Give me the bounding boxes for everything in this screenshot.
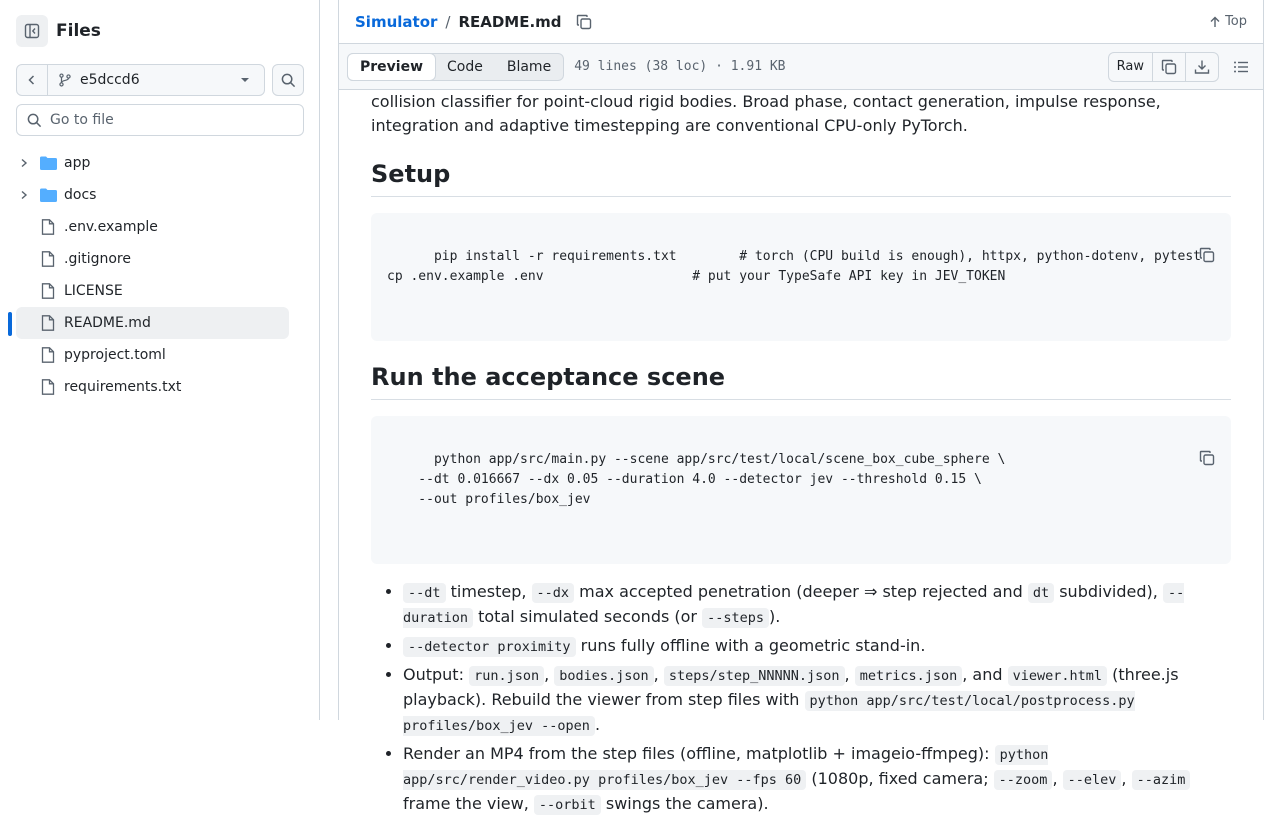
setup-code-block xyxy=(371,213,1231,341)
copy-icon xyxy=(1161,59,1177,75)
sidebar-collapse-icon xyxy=(24,23,40,39)
text: ). xyxy=(769,607,781,626)
tree-item-label: README.md xyxy=(64,315,151,331)
text: swings the camera). xyxy=(600,794,769,813)
list-icon xyxy=(1233,59,1249,75)
git-branch-icon xyxy=(58,73,72,87)
copy-path-button[interactable] xyxy=(576,14,592,30)
file-icon xyxy=(41,347,55,363)
file-tree-sidebar xyxy=(0,0,320,720)
setup-heading: Setup xyxy=(371,160,1231,197)
tree-item-env-example[interactable] xyxy=(16,211,289,243)
tree-item-label: pyproject.toml xyxy=(64,347,166,363)
folder-icon xyxy=(40,188,57,202)
text: (three.js playback). Rebuild the viewer from step files with xyxy=(403,665,1179,709)
outline-button[interactable] xyxy=(1233,59,1249,75)
text: frame the view, xyxy=(403,794,534,813)
search-icon xyxy=(281,73,296,88)
list-item: • Render an MP4 from the step files (offline, matplotlib + imageio-ffmpeg): python app/src/render_video.py profiles/box_jev --fps 60 (1080p, fixed camera; --zoom , --elev , --azim frame the view, --orbit swings the camera). xyxy=(403,742,1231,817)
list-item xyxy=(403,580,1231,630)
text: . xyxy=(594,715,601,734)
intro-paragraph: collision classifier for point-cloud rigid bodies. Broad phase, contact generation, impulse response, integration and adaptive timestepping are conventional CPU-only PyTorch. xyxy=(371,92,1161,135)
inline-code: --duration xyxy=(403,585,1185,626)
inline-code: python app/src/render_video.py profiles/box_jev --fps 60 xyxy=(403,747,1049,788)
file-actions xyxy=(1108,52,1219,82)
tree-item-label: requirements.txt xyxy=(64,379,182,395)
text: Render an MP4 from the step files (offline, matplotlib + imageio-ffmpeg): xyxy=(403,744,995,763)
inline-code: --dt xyxy=(403,583,446,603)
file-tree xyxy=(16,147,289,403)
tree-item-gitignore[interactable] xyxy=(16,243,289,275)
text: , and xyxy=(962,665,1008,684)
tree-item-label: .env.example xyxy=(64,219,158,235)
file-toolbar xyxy=(339,44,1263,90)
readme-content xyxy=(371,90,1231,821)
inline-code: viewer.html xyxy=(1008,666,1107,686)
download-button[interactable] xyxy=(1186,53,1218,81)
sidebar-header xyxy=(16,15,101,47)
branch-selector[interactable] xyxy=(16,64,265,96)
branch-row xyxy=(16,64,304,96)
tree-item-docs[interactable] xyxy=(16,179,289,211)
file-header xyxy=(339,0,1263,44)
file-icon xyxy=(41,219,55,235)
inline-code: --elev xyxy=(1063,770,1122,790)
tab-blame[interactable]: Blame xyxy=(506,58,552,75)
inline-code: python app/src/test/local/postprocess.py profiles/box_jev --open xyxy=(403,693,1135,734)
branch-picker[interactable] xyxy=(48,72,264,88)
tree-item-license[interactable] xyxy=(16,275,289,307)
back-to-top-link[interactable] xyxy=(1209,14,1247,29)
text: total simulated seconds (or xyxy=(473,607,703,626)
file-icon xyxy=(41,283,55,299)
inline-code: run.json xyxy=(469,666,544,686)
copy-raw-button[interactable] xyxy=(1153,53,1186,81)
copy-icon xyxy=(576,14,592,30)
copy-code-button[interactable] xyxy=(1136,227,1215,290)
inline-code: --detector proximity xyxy=(403,637,576,657)
tree-item-label: LICENSE xyxy=(64,283,123,299)
run-code-block xyxy=(371,416,1231,564)
raw-button[interactable]: Raw xyxy=(1109,53,1153,81)
search-button[interactable] xyxy=(272,64,304,96)
file-icon xyxy=(41,379,55,395)
inline-code: steps/step_NNNNN.json xyxy=(664,666,845,686)
copy-icon xyxy=(1199,247,1215,263)
tab-preview[interactable]: Preview xyxy=(347,53,436,81)
inline-code: --steps xyxy=(702,608,769,628)
breadcrumb-repo-link[interactable]: Simulator xyxy=(355,12,438,31)
tree-item-label: docs xyxy=(64,187,97,203)
option-list xyxy=(371,580,1231,817)
file-icon xyxy=(41,251,55,267)
run-heading: Run the acceptance scene xyxy=(371,363,1231,400)
text: timestep, xyxy=(445,582,532,601)
selected-indicator xyxy=(8,312,12,336)
download-icon xyxy=(1194,59,1210,75)
view-mode-tabs xyxy=(347,53,564,81)
chevron-right-icon xyxy=(19,190,29,200)
inline-code: --dx xyxy=(532,583,575,603)
breadcrumb-separator: / xyxy=(445,12,451,31)
arrow-up-icon xyxy=(1209,16,1221,28)
file-view xyxy=(338,0,1264,813)
chevron-right-icon xyxy=(19,158,29,168)
file-meta: 49 lines (38 loc) · 1.91 KB xyxy=(574,59,786,74)
inline-code: bodies.json xyxy=(554,666,653,686)
inline-code: dt xyxy=(1028,583,1054,603)
copy-icon xyxy=(1199,450,1215,466)
list-item xyxy=(403,634,1231,659)
breadcrumb-file: README.md xyxy=(458,12,562,31)
text: (1080p, fixed camera; xyxy=(806,769,994,788)
run-code: python app/src/main.py --scene app/src/test/local/scene_box_cube_sphere \ --dt 0.016667 --dx 0.05 --duration 4.0 --detector jev --threshold 0.15 \ --out profiles/box_jev xyxy=(418,452,1006,507)
tree-item-app[interactable] xyxy=(16,147,289,179)
tab-code[interactable]: Code xyxy=(447,58,483,75)
copy-code-button[interactable] xyxy=(1136,430,1215,493)
tree-item-pyproject[interactable] xyxy=(16,339,289,371)
caret-down-icon xyxy=(240,75,250,85)
text: runs fully offline with a geometric stand-in. xyxy=(575,636,926,655)
inline-code: --zoom xyxy=(994,770,1053,790)
tree-item-label: app xyxy=(64,155,91,171)
folder-icon xyxy=(40,156,57,170)
text: max accepted penetration (deeper ⇒ step rejected and xyxy=(574,582,1028,601)
top-label: Top xyxy=(1225,14,1247,29)
list-item: • Output: run.json , bodies.json , steps/step_NNNNN.json , metrics.json , and viewer.html (three.js playback). Rebuild the viewer from step files with python app/src/test/local/postprocess.py profiles/box_jev --open . xyxy=(403,663,1231,738)
setup-code: pip install -r requirements.txt # torch (CPU build is enough), httpx, python-dotenv, pytest cp .env.example .env # put your TypeSafe API key in JEV_TOKEN xyxy=(387,249,1201,284)
inline-code: metrics.json xyxy=(855,666,963,686)
search-icon xyxy=(27,113,42,128)
text: subdivided), xyxy=(1054,582,1163,601)
file-icon xyxy=(41,315,55,331)
go-to-file-input[interactable] xyxy=(16,104,304,136)
back-button[interactable] xyxy=(17,65,48,95)
tree-item-requirements[interactable] xyxy=(16,371,289,403)
inline-code: --orbit xyxy=(534,795,601,815)
inline-code: --azim xyxy=(1132,770,1191,790)
text: Output: xyxy=(403,665,470,684)
sidebar-title: Files xyxy=(56,21,101,41)
collapse-sidebar-button[interactable] xyxy=(16,15,48,47)
chevron-left-icon xyxy=(26,74,38,86)
go-to-file-placeholder: Go to file xyxy=(50,112,114,128)
tree-item-label: .gitignore xyxy=(64,251,131,267)
branch-name: e5dccd6 xyxy=(80,72,140,88)
tree-item-readme[interactable] xyxy=(16,307,289,339)
